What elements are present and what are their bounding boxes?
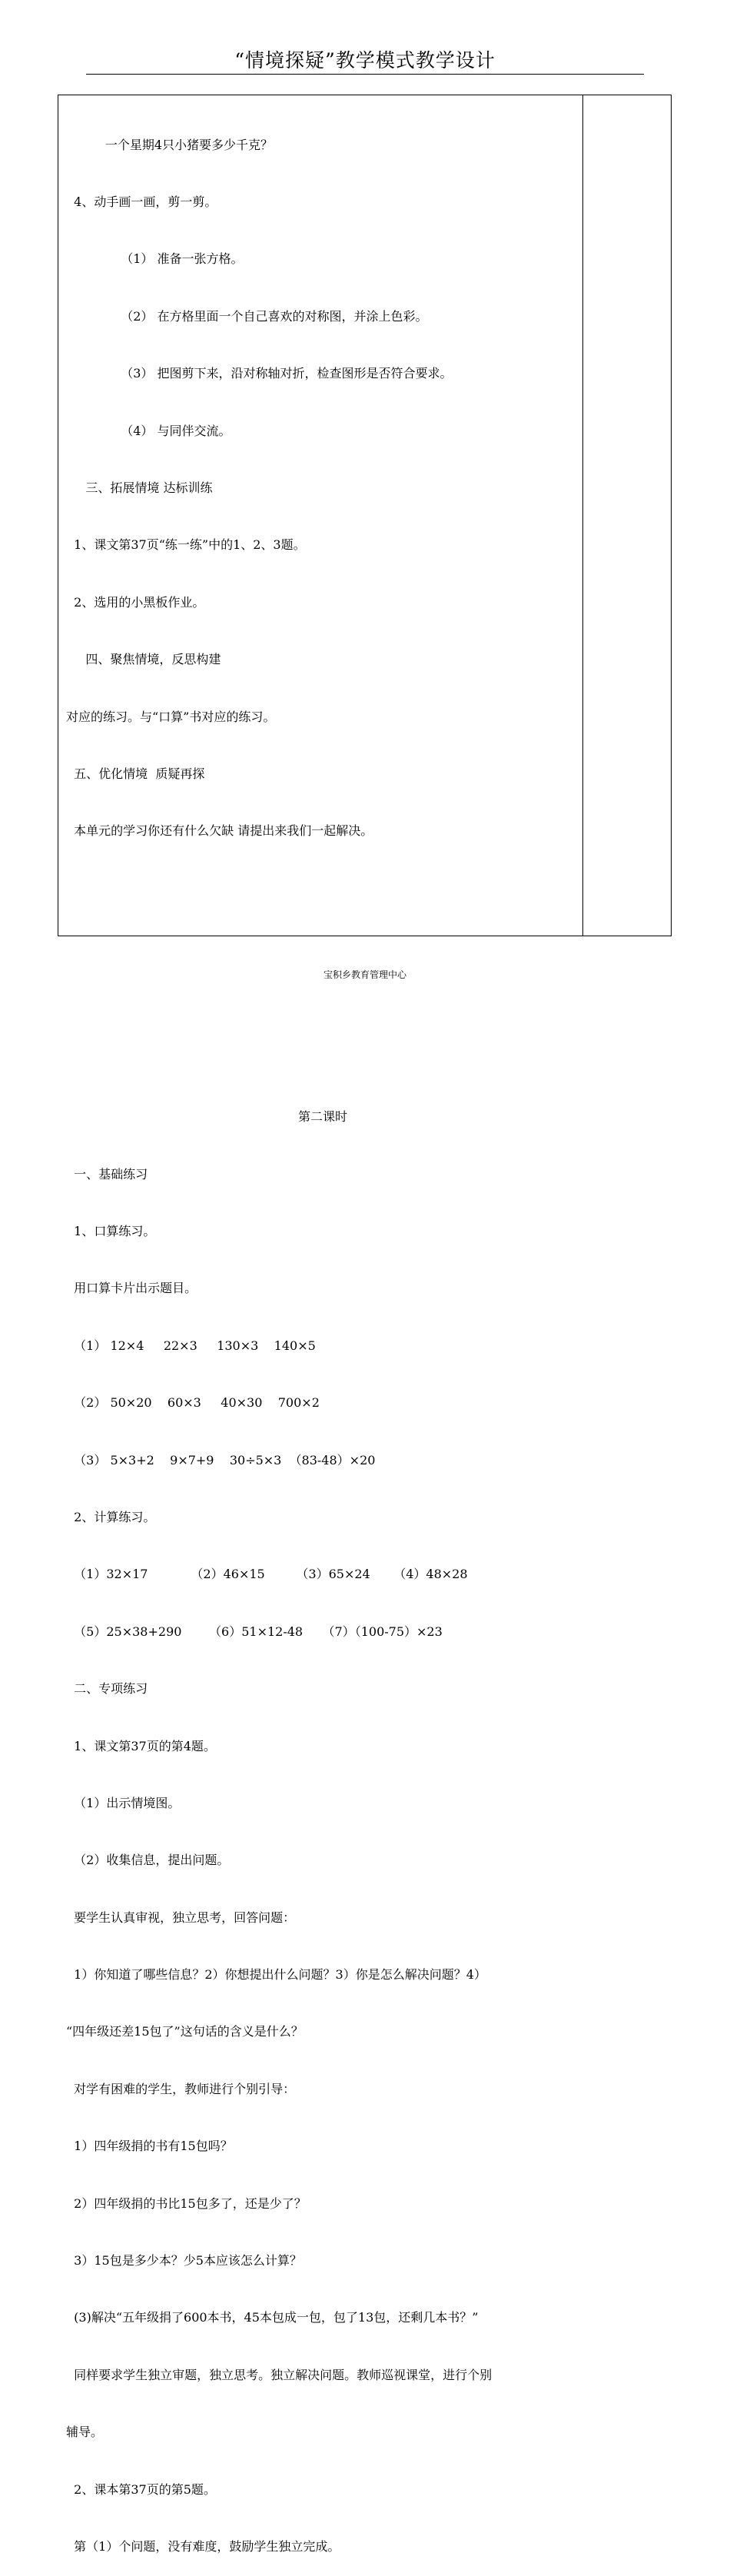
text-line: 2）四年级捐的书比15包多了，还是少了？ (66, 2195, 307, 2211)
text-line: 2、选用的小黑板作业。 (66, 594, 205, 610)
blank-line (66, 993, 579, 1012)
lesson-heading: 第二课时 (297, 1109, 347, 1125)
text-line: 2、课本第37页的第5题。 (66, 2481, 216, 2497)
text-line: 五、优化情境 质疑再探 (66, 766, 205, 781)
text-line: 一、基础练习 (66, 1166, 148, 1182)
text-line: 2、计算练习。 (66, 1509, 156, 1524)
text-line: 3）15包是多少本？少5本应该怎么计算？ (66, 2253, 302, 2269)
page-footer: 宝积乡教育管理中心 (323, 969, 406, 980)
blank-line (66, 879, 579, 899)
text-line: 辅导。 (66, 2425, 104, 2440)
text-line: 1）四年级捐的书有15包吗？ (66, 2139, 233, 2154)
page-title: “情境探疑”教学模式教学设计 (234, 49, 496, 71)
text-line: 1、课文第37页“练一练”中的1、2、3题。 (66, 537, 306, 553)
lesson-content (66, 98, 579, 2576)
text-line: 二、专项练习 (66, 1681, 148, 1697)
text-line: 同样要求学生独立审题，独立思考。独立解决问题。教师巡视课堂，进行个别 (66, 2367, 493, 2382)
text-line: （1）出示情境图。 (66, 1795, 181, 1810)
title-underline (86, 74, 644, 75)
text-line: “四年级还差15包了”这句话的含义是什么？ (66, 2024, 304, 2039)
text-line: （1） 12×4 22×3 130×3 140×5 (66, 1338, 316, 1353)
text-line: 四、聚焦情境，反思构建 (66, 652, 221, 667)
text-line: 1、口算练习。 (66, 1224, 156, 1239)
text-line: 本单元的学习你还有什么欠缺 请提出来我们一起解决。 (66, 823, 373, 839)
text-line: 用口算卡片出示题目。 (66, 1281, 197, 1296)
text-line: 1）你知道了哪些信息？2）你想提出什么问题？3）你是怎么解决问题？4） (66, 1967, 486, 1983)
text-line: 三、拓展情境 达标训练 (66, 480, 213, 495)
text-line: （1） 准备一张方格。 (66, 251, 244, 267)
blank-line (66, 936, 579, 956)
text-line: （2） 在方格里面一个自己喜欢的对称图，并涂上色彩。 (66, 308, 428, 324)
table-column-divider (582, 95, 583, 936)
text-line: 对应的练习。与“口算”书对应的练习。 (66, 709, 276, 724)
text-line: 4、动手画一画，剪一剪。 (66, 194, 217, 209)
text-line: （4） 与同伴交流。 (66, 423, 231, 438)
blank-line (66, 1051, 579, 1070)
text-line: （5）25×38+290 （6）51×12-48 （7）（100-75）×23 (66, 1624, 443, 1639)
text-line: （1）32×17 （2）46×15 （3）65×24 （4）48×28 (66, 1567, 468, 1582)
text-line: 第（1）个问题，没有难度，鼓励学生独立完成。 (66, 2539, 340, 2554)
text-line: 要学生认真审视，独立思考，回答问题： (66, 1910, 296, 1925)
text-line: 对学有困难的学生，教师进行个别引导： (66, 2081, 296, 2096)
text-line: (3)解决“五年级捐了600本书，45本包成一包，包了13包，还剩几本书？” (66, 2310, 479, 2325)
text-line: （2）收集信息，提出问题。 (66, 1853, 230, 1868)
text-line: 1、课文第37页的第4题。 (66, 1738, 216, 1753)
text-line: （3） 把图剪下来，沿对称轴对折，检查图形是否符合要求。 (66, 366, 453, 381)
text-line: 一个星期4只小猪要多少千克？ (66, 137, 274, 152)
text-line: （2） 50×20 60×3 40×30 700×2 (66, 1395, 320, 1411)
text-line: （3） 5×3+2 9×7+9 30÷5×3 （83-48）×20 (66, 1452, 376, 1467)
